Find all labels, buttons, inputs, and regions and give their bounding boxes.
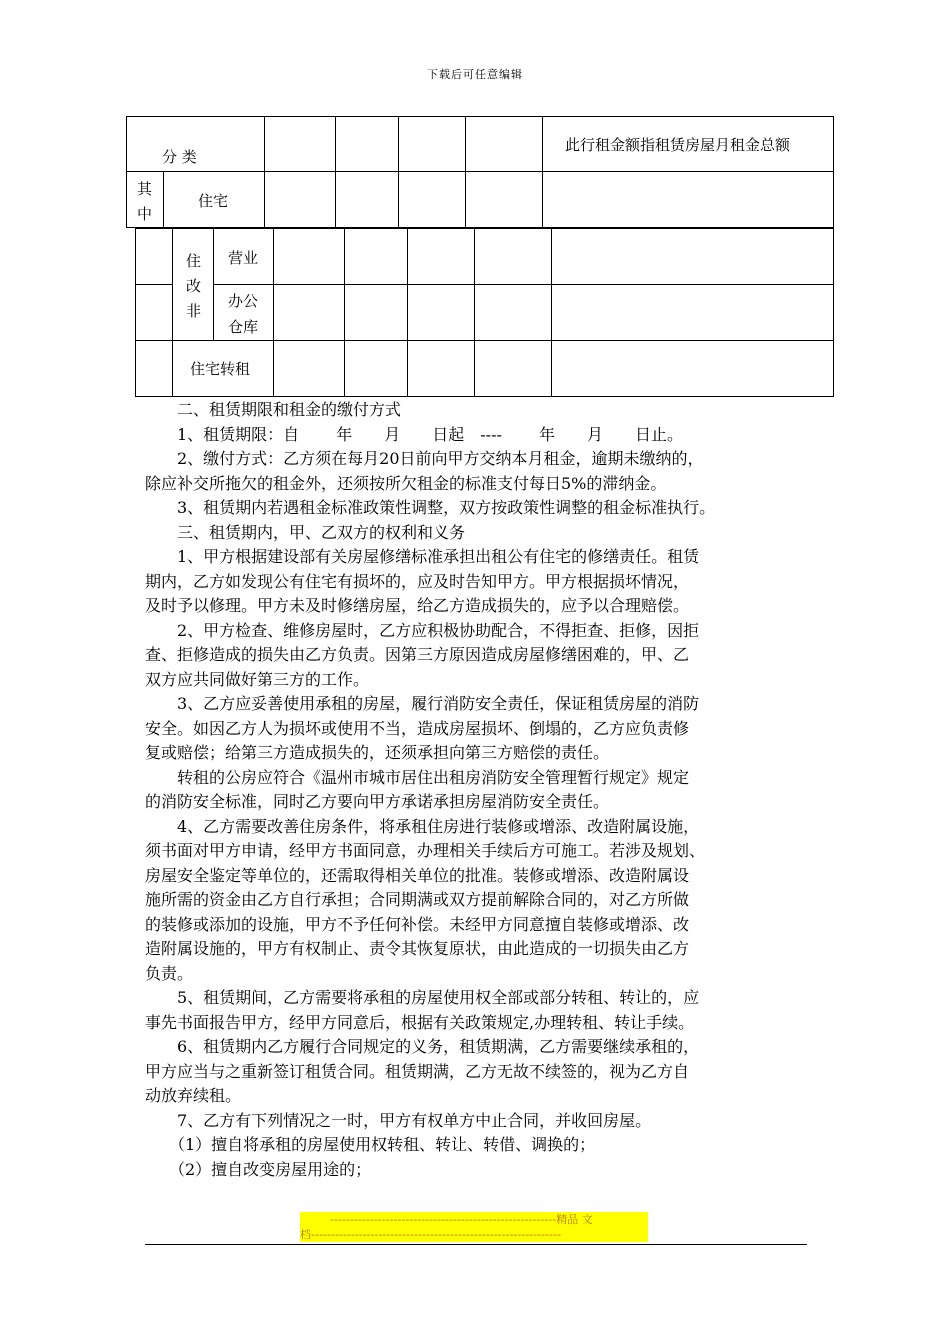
qizhong-char-1: 其 xyxy=(137,180,153,198)
body-line: 负责。 xyxy=(145,963,194,983)
residential-label: 住宅 xyxy=(198,192,229,210)
office-label: 办公 xyxy=(228,292,259,310)
table-cell xyxy=(465,171,543,228)
table-cell xyxy=(135,340,173,397)
table-cell xyxy=(474,284,552,341)
body-line: （2）擅自改变房屋用途的； xyxy=(169,1159,372,1179)
body-line: （1）擅自将承租的房屋使用权转租、转让、转借、调换的； xyxy=(169,1135,596,1154)
section-heading: 三、租赁期内，甲、乙双方的权利和义务 xyxy=(177,522,466,542)
page-header-note: 下载后可任意编辑 xyxy=(427,68,523,81)
body-line: 1、租赁期限：自 年 月 日起 ---- 年 月 日止。 xyxy=(177,424,683,444)
body-line: 3、租赁期内若遇租金标准政策性调整，双方按政策性调整的租金标准执行。 xyxy=(177,498,716,517)
gai-char: 改 xyxy=(186,277,202,295)
body-line: 的装修或添加的设施，甲方不予任何补偿。未经甲方同意擅自装修或增添、改 xyxy=(145,914,690,934)
body-line: 7、乙方有下列情况之一时，甲方有权单方中止合同，并收回房屋。 xyxy=(177,1110,652,1130)
table-cell xyxy=(344,228,408,285)
rent-note: 此行租金额指租赁房屋月租金总额 xyxy=(565,136,791,154)
body-line: 复或赔偿；给第三方造成损失的，还须承担向第三方赔偿的责任。 xyxy=(145,743,610,762)
table-cell xyxy=(465,116,543,172)
footer-watermark xyxy=(300,1212,648,1242)
body-line: 5、租赁期间，乙方需要将承租的房屋使用权全部或部分转租、转让的，应 xyxy=(177,988,700,1007)
table-cell xyxy=(135,284,173,341)
body-line: 除应补交所拖欠的租金外，还须按所欠租金的标准支付每日5%的滞纳金。 xyxy=(145,473,667,493)
category-label: 分 类 xyxy=(162,148,197,166)
table-cell xyxy=(344,340,408,397)
table-cell xyxy=(335,116,399,172)
body-line: 造附属设施的，甲方有权制止、责令其恢复原状，由此造成的一切损失由乙方 xyxy=(145,939,690,958)
body-line: 安全。如因乙方人为损坏或使用不当，造成房屋损坏、倒塌的，乙方应负责修 xyxy=(145,718,690,738)
body-line: 动放弃续租。 xyxy=(145,1086,242,1105)
sublet-label: 住宅转租 xyxy=(190,360,251,378)
table-cell xyxy=(273,228,345,285)
table-cell xyxy=(344,284,408,341)
table-cell xyxy=(551,340,834,397)
body-line: 3、乙方应妥善使用承租的房屋，履行消防安全责任，保证租赁房屋的消防 xyxy=(177,694,700,713)
fei-char: 非 xyxy=(186,302,202,320)
body-line: 转租的公房应符合《温州市城市居住出租房消防安全管理暂行规定》规定 xyxy=(177,767,690,787)
body-line: 6、租赁期内乙方履行合同规定的义务，租赁期满，乙方需要继续承租的， xyxy=(177,1037,700,1056)
business-label: 营业 xyxy=(228,249,259,267)
table-cell xyxy=(407,340,475,397)
table-cell xyxy=(398,116,466,172)
table-cell xyxy=(398,171,466,228)
zhu-char: 住 xyxy=(186,252,202,270)
body-line: 及时予以修理。甲方未及时修缮房屋，给乙方造成损失的，应予以合理赔偿。 xyxy=(145,596,690,615)
table-cell xyxy=(335,171,399,228)
body-line: 的消防安全标准，同时乙方要向甲方承诺承担房屋消防安全责任。 xyxy=(145,792,610,811)
table-cell xyxy=(273,340,345,397)
table-cell xyxy=(474,340,552,397)
table-cell xyxy=(551,284,834,341)
table-cell xyxy=(264,116,336,172)
qizhong-char-2: 中 xyxy=(137,205,153,223)
section-heading: 二、租赁期限和租金的缴付方式 xyxy=(177,400,402,419)
table-cell xyxy=(135,228,173,285)
table-cell xyxy=(407,228,475,285)
body-line: 须书面对甲方申请，经甲方书面同意，办理相关手续后方可施工。若涉及规划、 xyxy=(145,841,706,860)
table-cell xyxy=(264,171,336,228)
footer-rule xyxy=(145,1244,807,1245)
body-line: 事先书面报告甲方，经甲方同意后，根据有关政策规定,办理转租、转让手续。 xyxy=(145,1012,695,1032)
table-cell xyxy=(551,228,834,285)
contract-body xyxy=(145,398,810,1182)
table-cell xyxy=(273,284,345,341)
body-line: 2、缴付方式：乙方须在每月20日前向甲方交纳本月租金，逾期未缴纳的， xyxy=(177,449,704,468)
body-line: 查、拒修造成的损失由乙方负责。因第三方原因造成房屋修缮困难的，甲、乙 xyxy=(145,645,690,664)
body-line: 2、甲方检查、维修房屋时，乙方应积极协助配合，不得拒查、拒修，因拒 xyxy=(177,620,700,640)
body-line: 期内，乙方如发现公有住宅有损坏的，应及时告知甲方。甲方根据损坏情况， xyxy=(145,571,690,591)
table-cell xyxy=(474,228,552,285)
body-line: 4、乙方需要改善住房条件，将承租住房进行装修或增添、改造附属设施， xyxy=(177,816,700,836)
warehouse-label: 仓库 xyxy=(228,318,259,336)
table-cell xyxy=(407,284,475,341)
body-line: 甲方应当与之重新签订租赁合同。租赁期满，乙方无故不续签的，视为乙方自 xyxy=(145,1061,690,1081)
footer-line-1: ---------------------------------------------------------精品 文 xyxy=(330,1213,593,1226)
body-line: 1、甲方根据建设部有关房屋修缮标准承担出租公有住宅的修缮责任。租赁 xyxy=(177,547,700,566)
footer-line-2: 档--------------------------------------------------------------- xyxy=(300,1228,562,1241)
body-line: 施所需的资金由乙方自行承担；合同期满或双方提前解除合同的，对乙方所做 xyxy=(145,890,690,909)
table-cell xyxy=(542,171,834,228)
body-line: 房屋安全鉴定等单位的，还需取得相关单位的批准。装修或增添、改造附属设 xyxy=(145,865,690,885)
body-line: 双方应共同做好第三方的工作。 xyxy=(145,669,370,689)
